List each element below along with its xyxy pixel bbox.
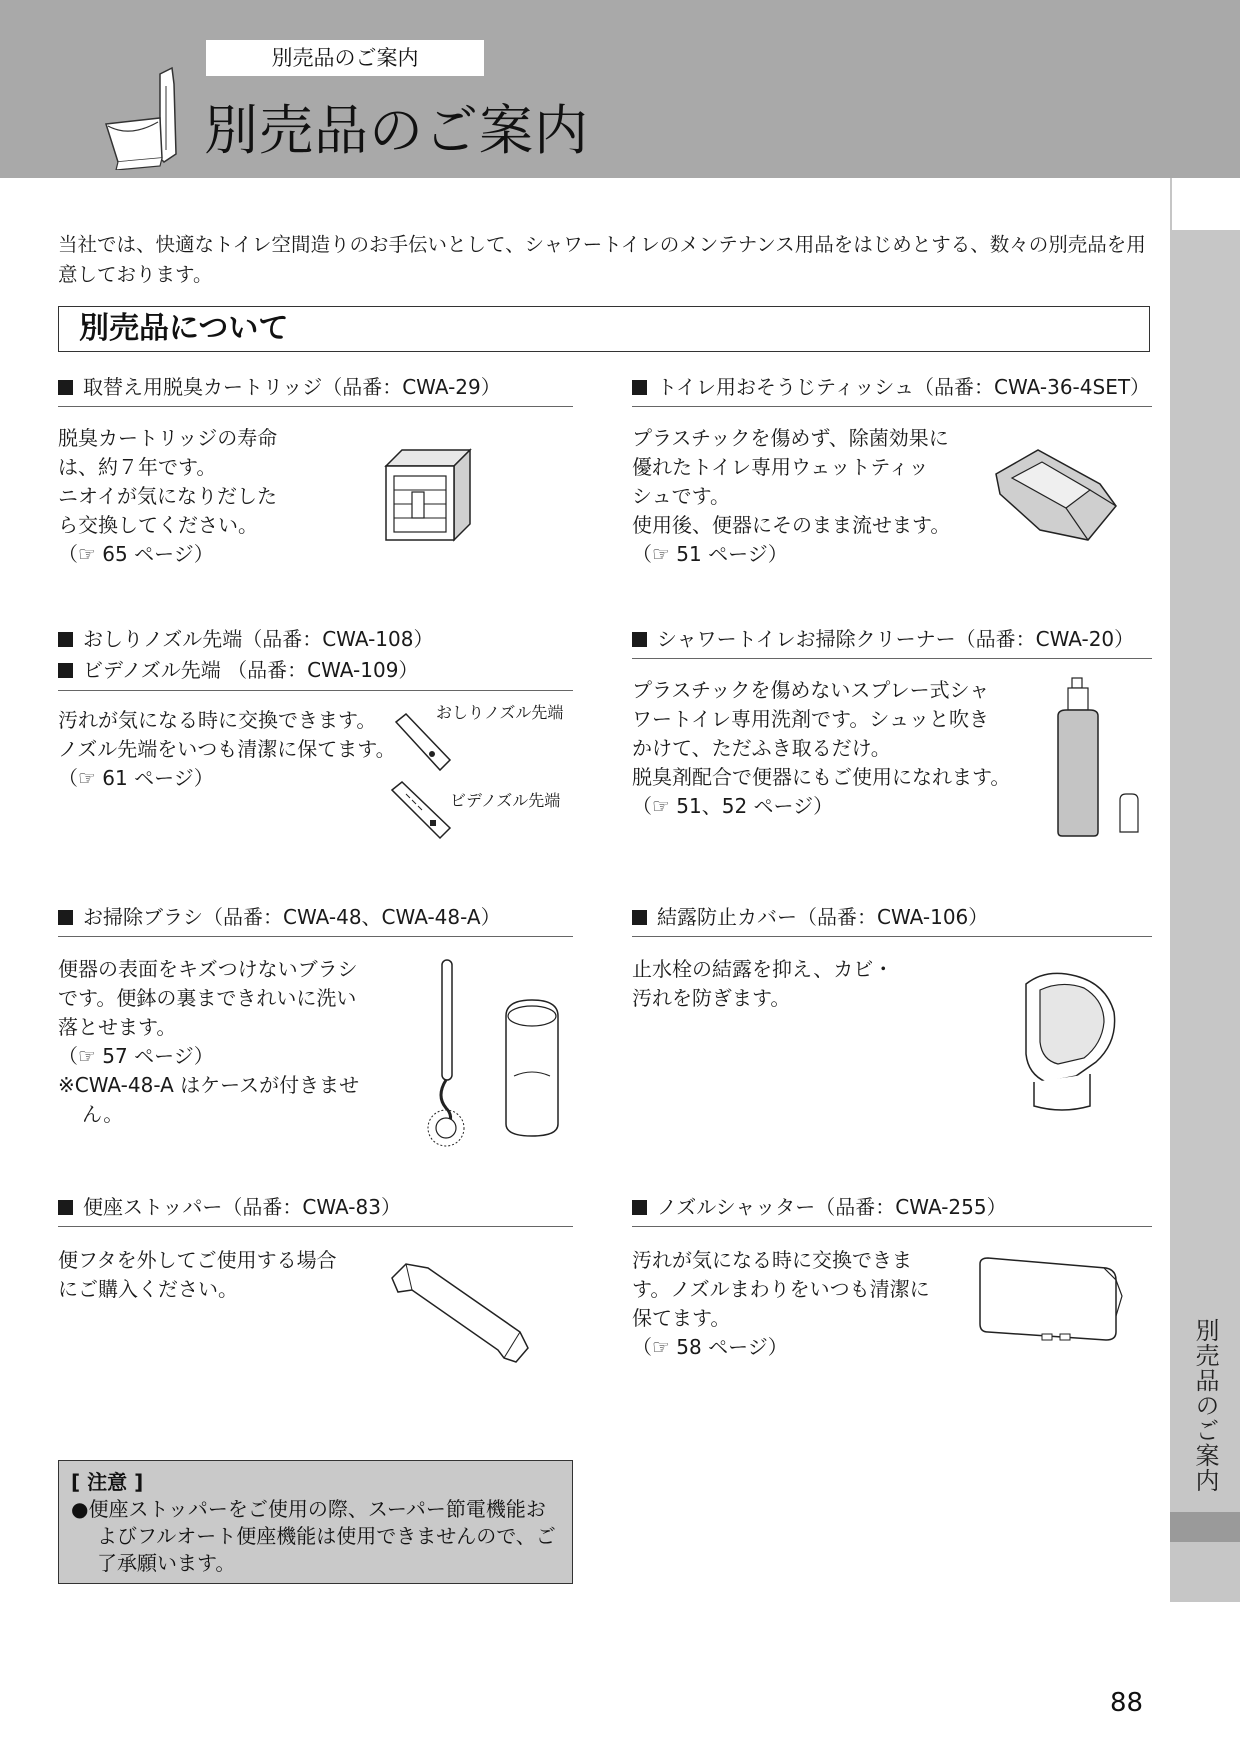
spray-bottle-illustration [1052,676,1148,840]
cleaner-heading: シャワートイレお掃除クリーナー（品番：CWA-20） [632,624,1152,659]
cartridge-heading: 取替え用脱臭カートリッジ（品番：CWA-29） [58,372,573,407]
bide-nozzle-icon [386,780,456,844]
caution-text: ●便座ストッパーをご使用の際、スーパー節電機能およびフルオート便座機能は使用できませんので、ご了承願います。 [71,1497,556,1575]
cartridge-description: 脱臭カートリッジの寿命 は、約７年です。 ニオイが気になりだした ら交換してください。 （☞ 65 ページ） [58,426,278,566]
bullet-square-icon [58,632,73,647]
intro-text: 当社では、快適なトイレ空間造りのお手伝いとして、シャワートイレのメンテナンス用品をはじめとする、数々の別売品を用意しております。 [58,233,1146,286]
toilet-brush-illustration [424,956,584,1152]
caution-box [58,1460,573,1584]
seat-stopper-heading: 便座ストッパー（品番：CWA-83） [58,1192,573,1227]
tissue-pack-illustration [992,444,1124,548]
bide-nozzle-label: ビデノズル先端 [450,791,561,810]
oshiri-nozzle-label: おしりノズル先端 [436,703,564,722]
seat-stopper-illustration [388,1256,532,1370]
nozzle-tip-heading: おしりノズル先端（品番：CWA-108） ビデノズル先端 （品番：CWA-109） [58,624,573,691]
side-tab-marker [1170,1512,1240,1542]
header-band [0,0,1240,178]
bullet-square-icon [58,663,73,678]
side-tab-label: 別売品のご案内 [1191,1318,1219,1493]
bullet-square-icon [58,910,73,925]
side-tab-line [1170,178,1172,230]
nozzle-shutter-description: 汚れが気になる時に交換できま す。ノズルまわりをいつも清潔に 保てます。 （☞ 58 ページ） [632,1248,930,1359]
bullet-square-icon [58,1200,73,1215]
page-number: 88 [1110,1688,1144,1718]
nozzle-shutter-heading: ノズルシャッター（品番：CWA-255） [632,1192,1152,1227]
caution-title: [ 注意 ] [71,1470,144,1494]
toilet-icon [100,66,184,170]
bullet-square-icon [58,380,73,395]
bullet-square-icon [632,380,647,395]
header-tab-label: 別売品のご案内 [206,40,484,76]
cleaner-description: プラスチックを傷めないスプレー式シャ ワートイレ専用洗剤です。シュッと吹き かけて、ただふき取るだけ。 脱臭剤配合で便器にもご使用になれます。 （☞ 51、52 ページ） [632,678,1011,818]
section-title: 別売品について [58,306,1150,352]
brush-heading: お掃除ブラシ（品番：CWA-48、CWA-48-A） [58,902,573,937]
brush-description: 便器の表面をキズつけないブラシ です。便鉢の裏まできれいに洗い 落とせます。 （☞ 57 ページ） ※CWA-48-A はケースが付きません。 [58,957,360,1126]
bullet-square-icon [632,632,647,647]
bullet-square-icon [632,1200,647,1215]
nozzle-tip-description: 汚れが気になる時に交換できます。 ノズル先端をいつも清潔に保てます。 （☞ 61 ページ） [58,708,396,790]
dew-cover-description: 止水栓の結露を抑え、カビ・ 汚れを防ぎます。 [632,957,894,1010]
dew-cover-illustration [1006,964,1124,1114]
seat-stopper-description: 便フタを外してご使用する場合 にご購入ください。 [58,1248,337,1301]
cartridge-illustration [382,446,474,546]
dew-cover-heading: 結露防止カバー（品番：CWA-106） [632,902,1152,937]
oshiri-nozzle-icon [390,710,456,776]
page-title: 別売品のご案内 [204,99,589,162]
tissue-description: プラスチックを傷めず、除菌効果に 優れたトイレ専用ウェットティッ シュです。 使用後、便器にそのまま流せます。 （☞ 51 ページ） [632,426,951,566]
nozzle-shutter-illustration [976,1254,1126,1350]
tissue-heading: トイレ用おそうじティッシュ（品番：CWA-36-4SET） [632,372,1152,407]
bullet-square-icon [632,910,647,925]
